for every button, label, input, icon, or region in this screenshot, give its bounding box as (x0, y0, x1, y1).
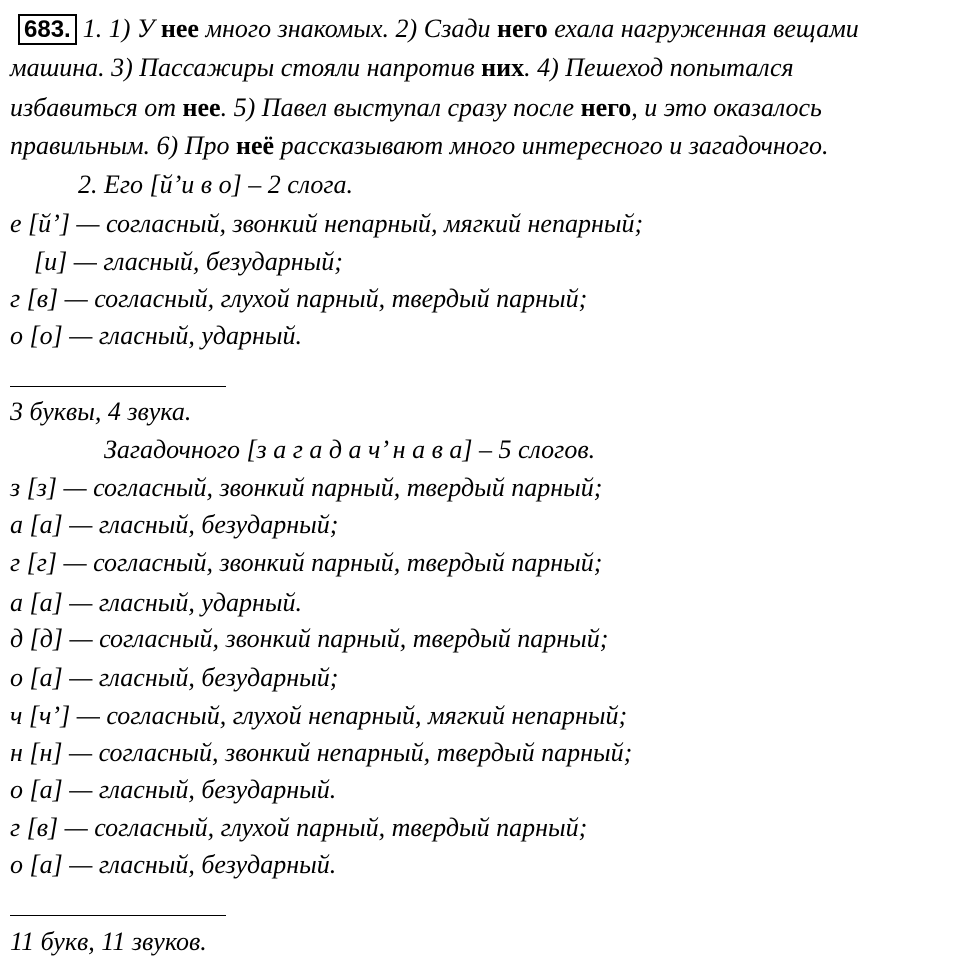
part3-line-10: г [в] — согласный, глухой парный, твердый парный; (10, 813, 588, 842)
part2-heading: 2. Его [й’и в о] – 2 слога. (78, 170, 354, 199)
part3-line-6: о [а] — гласный, безударный; (10, 663, 339, 692)
exercise-number-badge: 683. (18, 14, 77, 45)
part3-line-8: н [н] — согласный, звонкий непарный, твердый парный; (10, 738, 633, 767)
part2-line-1: е [й’] — согласный, звонкий непарный, мягкий непарный; (10, 209, 644, 238)
part1-line-3: избавиться от нее. 5) Павел выступал сразу после него, и это оказалось (10, 93, 822, 122)
part2-line-4: о [о] — гласный, ударный. (10, 321, 302, 350)
part3-line-2: а [а] — гласный, безударный; (10, 510, 339, 539)
part3-line-1: з [з] — согласный, звонкий парный, твердый парный; (10, 473, 603, 502)
part2-line-3: г [в] — согласный, глухой парный, твердый парный; (10, 284, 588, 313)
part3-line-5: д [д] — согласный, звонкий парный, твердый парный; (10, 624, 609, 653)
part2-summary: 3 буквы, 4 звука. (10, 397, 192, 426)
part3-heading: Загадочного [з а г а д а ч’ н а в а] – 5 слогов. (104, 435, 596, 464)
part3-summary: 11 букв, 11 звуков. (10, 927, 207, 956)
part1-line-2: машина. 3) Пассажиры стояли напротив них. 4) Пешеход попытался (10, 53, 794, 82)
part3-line-4: а [а] — гласный, ударный. (10, 588, 302, 617)
divider-line-1 (10, 386, 226, 387)
part1-line-4: правильным. 6) Про неё рассказывают много интересного и загадочного. (10, 131, 829, 160)
part3-line-9: о [а] — гласный, безударный. (10, 775, 337, 804)
part3-line-3: г [г] — согласный, звонкий парный, твердый парный; (10, 548, 603, 577)
part1-line-1: 683. 1. 1) У нее много знакомых. 2) Сзади него ехала нагруженная вещами (18, 14, 859, 45)
divider-line-2 (10, 915, 226, 916)
part3-line-7: ч [ч’] — согласный, глухой непарный, мягкий непарный; (10, 701, 628, 730)
part3-line-11: о [а] — гласный, безударный. (10, 850, 337, 879)
part2-line-2: [и] — гласный, безударный; (34, 247, 343, 276)
